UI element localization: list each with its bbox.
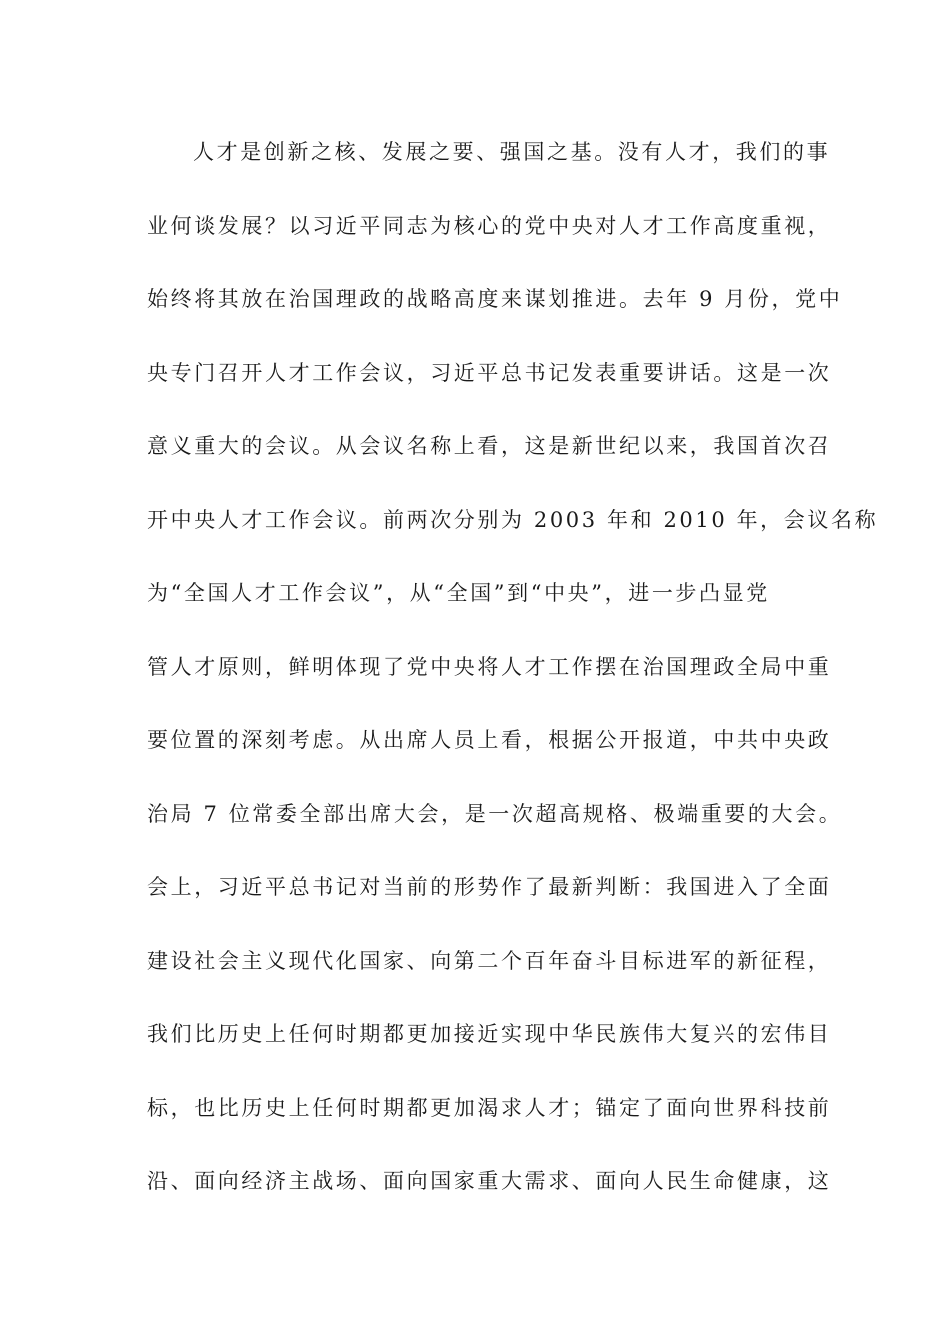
text-line: 沿、面向经济主战场、面向国家重大需求、面向人民生命健康，这 — [147, 1169, 832, 1193]
text-line: 会上，习近平总书记对当前的形势作了最新判断：我国进入了全面 — [147, 875, 832, 899]
body-paragraph — [147, 131, 879, 1234]
text-line: 我们比历史上任何时期都更加接近实现中华民族伟大复兴的宏伟目 — [147, 1022, 832, 1046]
text-line: 管人才原则，鲜明体现了党中央将人才工作摆在治国理政全局中重 — [147, 654, 832, 679]
text-line: 央专门召开人才工作会议，习近平总书记发表重要讲话。这是一次 — [147, 360, 832, 385]
text-line: 标，也比历史上任何时期都更加渴求人才；锚定了面向世界科技前 — [147, 1095, 832, 1120]
text-line: 开中央人才工作会议。前两次分别为 2003 年和 2010 年，会议名称 — [147, 507, 879, 532]
text-line: 要位置的深刻考虑。从出席人员上看，根据公开报道，中共中央政 — [147, 728, 832, 752]
text-line: 意义重大的会议。从会议名称上看，这是新世纪以来，我国首次召 — [147, 434, 832, 458]
text-line: 人才是创新之核、发展之要、强国之基。没有人才，我们的事 — [193, 140, 831, 164]
text-line: 始终将其放在治国理政的战略高度来谋划推进。去年 9 月份，党中 — [147, 287, 843, 311]
text-line: 治局 7 位常委全部出席大会，是一次超高规格、极端重要的大会。 — [147, 801, 843, 826]
text-line: 业何谈发展？以习近平同志为核心的党中央对人才工作高度重视， — [147, 213, 832, 238]
text-line: 为“全国人才工作会议”，从“全国”到“中央”，进一步凸显党 — [147, 581, 770, 605]
text-line: 建设社会主义现代化国家、向第二个百年奋斗目标进军的新征程， — [147, 948, 832, 973]
